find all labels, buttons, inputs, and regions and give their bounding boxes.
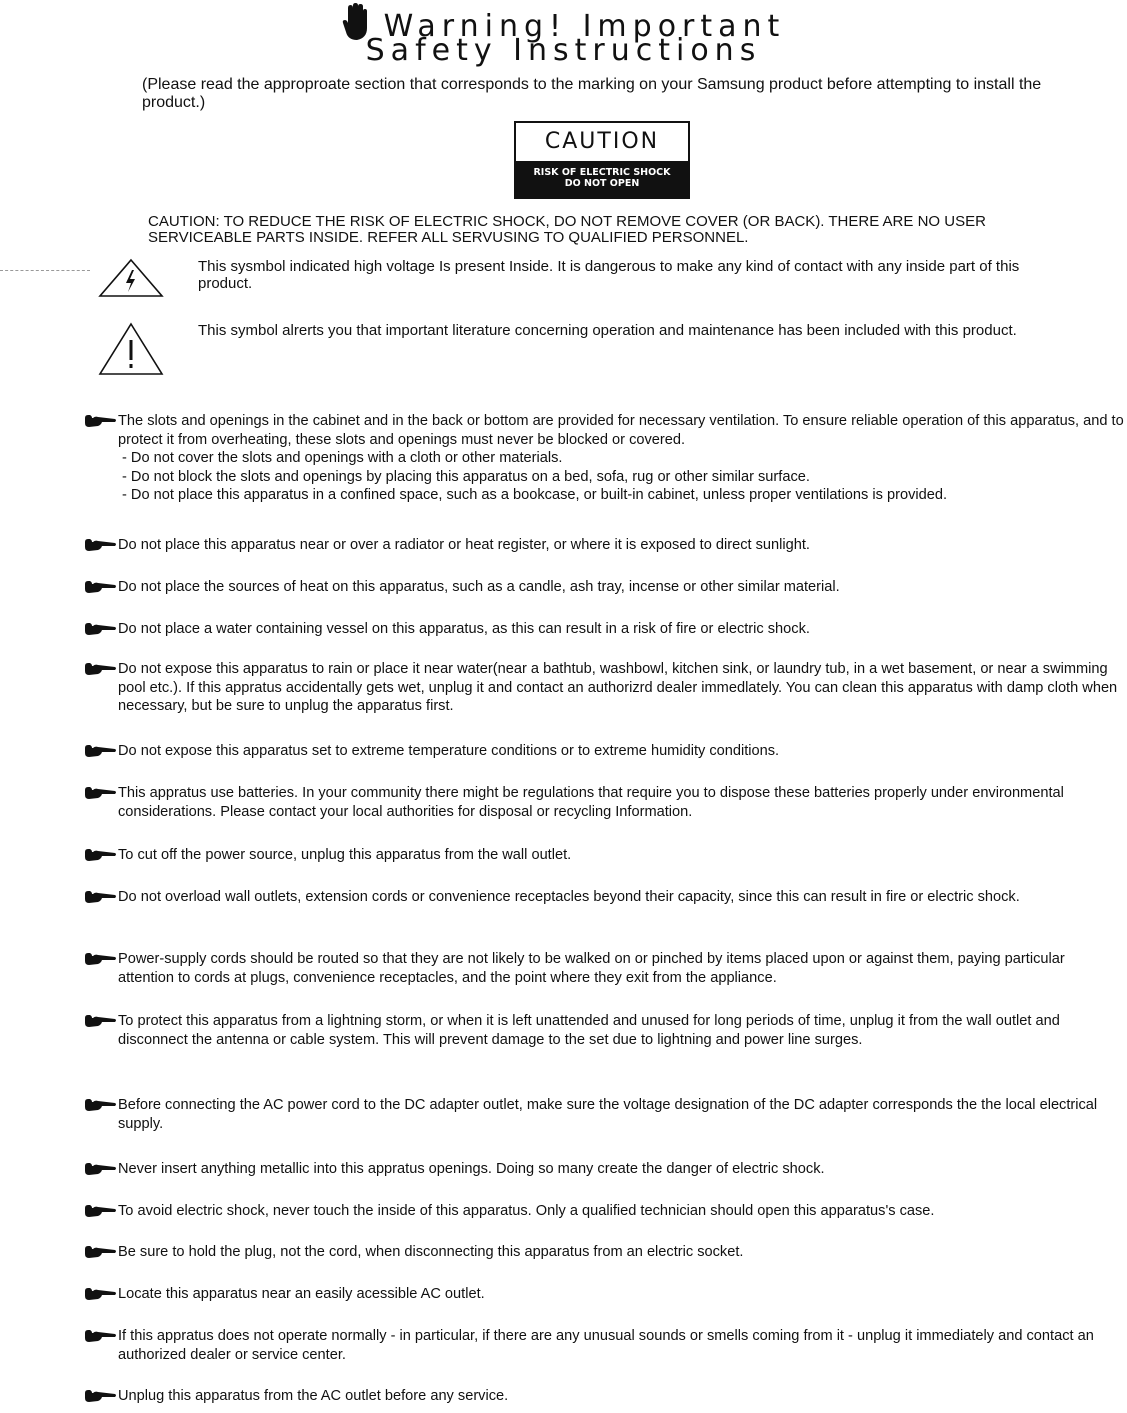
pointing-hand-icon [84,952,117,966]
caution-label [514,121,690,199]
caution-statement: CAUTION: TO REDUCE THE RISK OF ELECTRIC SHOCK, DO NOT REMOVE COVER (OR BACK). THERE ARE NO USER SERVICEABLE PARTS INSIDE. REFER ALL SERVUSING TO QUALIFIED PERSONNEL. [148,213,986,246]
exclamation-triangle-icon [98,322,164,376]
safety-item-text: To avoid electric shock, never touch the inside of this apparatus. Only a qualified technician should open this apparatus's case. [118,1203,935,1219]
caution-label-line2: DO NOT OPEN [564,178,640,189]
pointing-hand-icon [84,1389,117,1403]
symbol-text-literature: This symbol alrerts you that important literature concerning operation and maintenance has been included with this product. [198,322,1017,339]
title-text-line1: Warning! Important [383,9,786,44]
pointing-hand-icon [84,1287,117,1301]
safety-item [84,1012,1124,1049]
caution-label-title: CAUTION [544,129,660,154]
safety-item-text: To cut off the power source, unplug this apparatus from the wall outlet. [118,847,572,863]
safety-item-text: Do not expose this apparatus set to extreme temperature conditions or to extreme humidity conditions. [118,743,780,759]
safety-item [84,1285,1124,1304]
pointing-hand-icon [84,1014,117,1028]
safety-item [84,888,1124,907]
pointing-hand-icon [84,580,117,594]
pointing-hand-icon [84,786,117,800]
pointing-hand-icon [84,1204,117,1218]
safety-item [84,1202,1124,1221]
safety-item [84,620,1124,639]
safety-item [84,1387,1124,1406]
safety-item-text: This appratus use batteries. In your community there might be regulations that require you to dispose these batteries properly under environmental considerations. Please contact your local authorities for disposal or recycling Information. [118,785,1064,820]
safety-item-text: Do not place this apparatus near or over a radiator or heat register, or where it is exposed to direct sunlight. [118,537,810,553]
safety-item-text: Before connecting the AC power cord to the DC adapter outlet, make sure the voltage designation of the DC adapter corresponds the the local electrical supply. [118,1097,1098,1132]
pointing-hand-icon [84,744,117,758]
caution-label-band [516,161,688,197]
pointing-hand-icon [84,662,117,676]
high-voltage-triangle-icon [98,258,164,298]
safety-subitem: - Do not place this apparatus in a confined space, such as a bookcase, or built-in cabinet, unless proper ventilations is provided. [122,487,948,503]
safety-subitem: - Do not cover the slots and openings with a cloth or other materials. [122,450,563,466]
caution-label-line1: RISK OF ELECTRIC SHOCK [533,167,671,178]
safety-item [84,536,1124,555]
safety-item-text: Do not expose this apparatus to rain or place it near water(near a bathtub, washbowl, kitchen sink, or laundry tub, in a wet basement, or near a swimming pool etc.). If this appratus accidentally gets wet, unplug it and contact an authorizrd dealer immedlately. You can clean this apparatus with damp cloth when necessary, but be sure to unplug the apparatus first. [118,661,1118,714]
pointing-hand-icon [84,1245,117,1259]
safety-item-text: Never insert anything metallic into this appratus openings. Doing so many create the danger of electric shock. [118,1161,825,1177]
symbol-text-voltage: This sysmbol indicated high voltage Is present Inside. It is dangerous to make any kind of contact with any inside part of this product. [198,258,1020,292]
safety-item [84,742,1124,761]
pointing-hand-icon [84,1329,117,1343]
pointing-hand-icon [84,1098,117,1112]
scan-dash-divider [0,270,90,271]
safety-item [84,1096,1124,1133]
safety-item [84,1327,1124,1364]
pointing-hand-icon [84,538,117,552]
safety-item-text: The slots and openings in the cabinet and in the back or bottom are provided for necessary ventilation. To ensure reliable operation of this apparatus, and to protect it from overheating, these slots and openings must never be blocked or covered. [118,413,1124,448]
safety-subitem: - Do not block the slots and openings by placing this apparatus on a bed, sofa, rug or other similar surface. [122,468,810,485]
safety-item-text: Power-supply cords should be routed so that they are not likely to be walked on or pinched by items placed upon or against them, paying particular attention to cords at plugs, convenience receptacles, and the point where they exit from the appliance. [118,951,1065,986]
safety-item [84,412,1124,505]
safety-item-text: If this appratus does not operate normally - in particular, if there are any unusual sounds or smells coming from it - unplug it immediately and contact an authorized dealer or service center. [118,1328,1094,1363]
safety-item [84,846,1124,865]
safety-item-text: Do not place a water containing vessel on this apparatus, as this can result in a risk of fire or electric shock. [118,621,810,637]
page-title-line2: Safety Instructions [365,33,762,68]
safety-item [84,784,1124,821]
pointing-hand-icon [84,848,117,862]
pointing-hand-icon [84,1162,117,1176]
safety-item-text: Locate this apparatus near an easily acessible AC outlet. [118,1286,485,1302]
safety-item [84,1160,1124,1179]
safety-item-text: Be sure to hold the plug, not the cord, when disconnecting this apparatus from an electric socket. [118,1244,744,1260]
safety-item [84,1243,1124,1262]
safety-item-text: Unplug this apparatus from the AC outlet before any service. [118,1388,509,1404]
safety-item-text: To protect this apparatus from a lightning storm, or when it is left unattended and unused for long periods of time, unplug it from the wall outlet and disconnect the antenna or cable system. This will prevent damage to the set due to lightning and power line surges. [118,1013,1060,1048]
safety-item [84,950,1124,987]
safety-item [84,578,1124,597]
safety-item-text: Do not overload wall outlets, extension cords or convenience receptacles beyond their capacity, since this can result in fire or electric shock. [118,889,1020,905]
pointing-hand-icon [84,414,117,428]
pointing-hand-icon [84,890,117,904]
pointing-hand-icon [84,622,117,636]
safety-item [84,660,1124,716]
intro-text: (Please read the approproate section that corresponds to the marking on your Samsung product before attempting to install the product.) [142,76,1042,111]
safety-item-text: Do not place the sources of heat on this apparatus, such as a candle, ash tray, incense or other similar material. [118,579,840,595]
